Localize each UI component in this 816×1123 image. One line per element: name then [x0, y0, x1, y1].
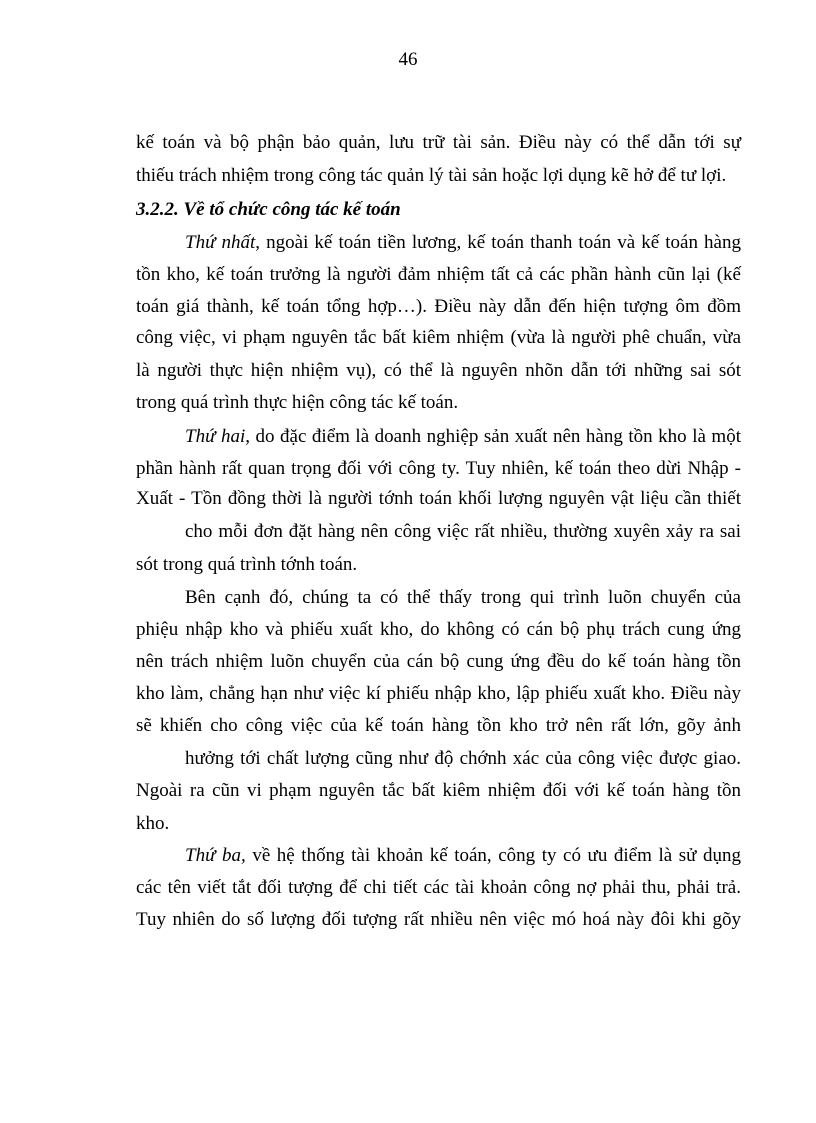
paragraph-line: Bên cạnh đó, chúng ta có thể thấy trong qui trình luõn chuyển của: [185, 587, 741, 608]
paragraph-line: các tên viết tắt đối tượng để chi tiết các tài khoản công nợ phải thu, phải trả.: [136, 877, 741, 898]
paragraph-line: tồn kho, kế toán trưởng là người đảm nhiệm tất cả các phần hành cũn lại (kế: [136, 264, 741, 285]
paragraph-line: phiệu nhập kho và phiếu xuất kho, do không có cán bộ phụ trách cung ứng: [136, 619, 741, 640]
paragraph-line: sẽ khiến cho công việc của kế toán hàng tồn kho trở nên rất lớn, gõy ảnh: [136, 715, 741, 736]
paragraph-lead: Thứ hai: [185, 426, 246, 447]
paragraph-text: về hệ thống tài khoản kế toán, công ty có ưu điểm là sử dụng: [245, 845, 741, 866]
paragraph-line: trong quá trình thực hiện công tác kế toán.: [136, 392, 459, 413]
paragraph-line: nên trách nhiệm luõn chuyển của cán bộ cung ứng đều do kế toán hàng tồn: [136, 651, 741, 672]
text-line: thiếu trách nhiệm trong công tác quản lý tài sản hoặc lợi dụng kẽ hở để tư lợi.: [136, 165, 727, 186]
paragraph-line: kho.: [136, 813, 170, 834]
paragraph-line: [185, 231, 741, 255]
paragraph-lead: Thứ ba,: [185, 845, 246, 866]
paragraph-line: là người thực hiện nhiệm vụ), có thể là nguyên nhõn dẫn tới những sai sót: [136, 360, 741, 381]
paragraph-lead: Thứ nhất: [185, 232, 256, 253]
paragraph-line: hưởng tới chất lượng cũng như độ chớnh xác của công việc được giao.: [185, 748, 741, 769]
paragraph-line: Tuy nhiên do số lượng đối tượng rất nhiều nên việc mó hoá này đôi khi gõy: [136, 909, 741, 930]
paragraph-line: toán giá thành, kế toán tổng hợp…). Điều này dẫn đến hiện tượng ôm đồm: [136, 296, 741, 317]
paragraph-line: sót trong quá trình tớnh toán.: [136, 554, 358, 575]
section-heading: 3.2.2. Về tổ chức công tác kế toán: [136, 199, 401, 220]
paragraph-line: [185, 425, 741, 449]
text-line: kế toán và bộ phận bảo quản, lưu trữ tài sản. Điều này có thể dẫn tới sự: [136, 132, 741, 153]
paragraph-text: , ngoài kế toán tiền lương, kế toán thanh toán và kế toán hàng: [255, 232, 741, 253]
page-number: 46: [398, 49, 418, 70]
paragraph-line: công việc, vi phạm nguyên tắc bất kiêm nhiệm (vừa là người phê chuẩn, vừa: [136, 327, 741, 348]
paragraph-line: Ngoài ra cũn vi phạm nguyên tắc bất kiêm nhiệm đối với kế toán hàng tồn: [136, 780, 741, 801]
paragraph-line: cho mỗi đơn đặt hàng nên công việc rất nhiều, thường xuyên xảy ra sai: [185, 521, 741, 542]
paragraph-line: phần hành rất quan trọng đối với công ty. Tuy nhiên, kế toán theo dừi Nhập -: [136, 458, 741, 479]
paragraph-line: Xuất - Tồn đồng thời là người tớnh toán khối lượng nguyên vật liệu cần thiết: [136, 488, 741, 509]
paragraph-line: [185, 844, 741, 868]
paragraph-text: , do đặc điểm là doanh nghiệp sản xuất nên hàng tồn kho là một: [245, 426, 741, 447]
paragraph-line: kho làm, chẳng hạn như việc kí phiếu nhập kho, lập phiếu xuất kho. Điều này: [136, 683, 741, 704]
